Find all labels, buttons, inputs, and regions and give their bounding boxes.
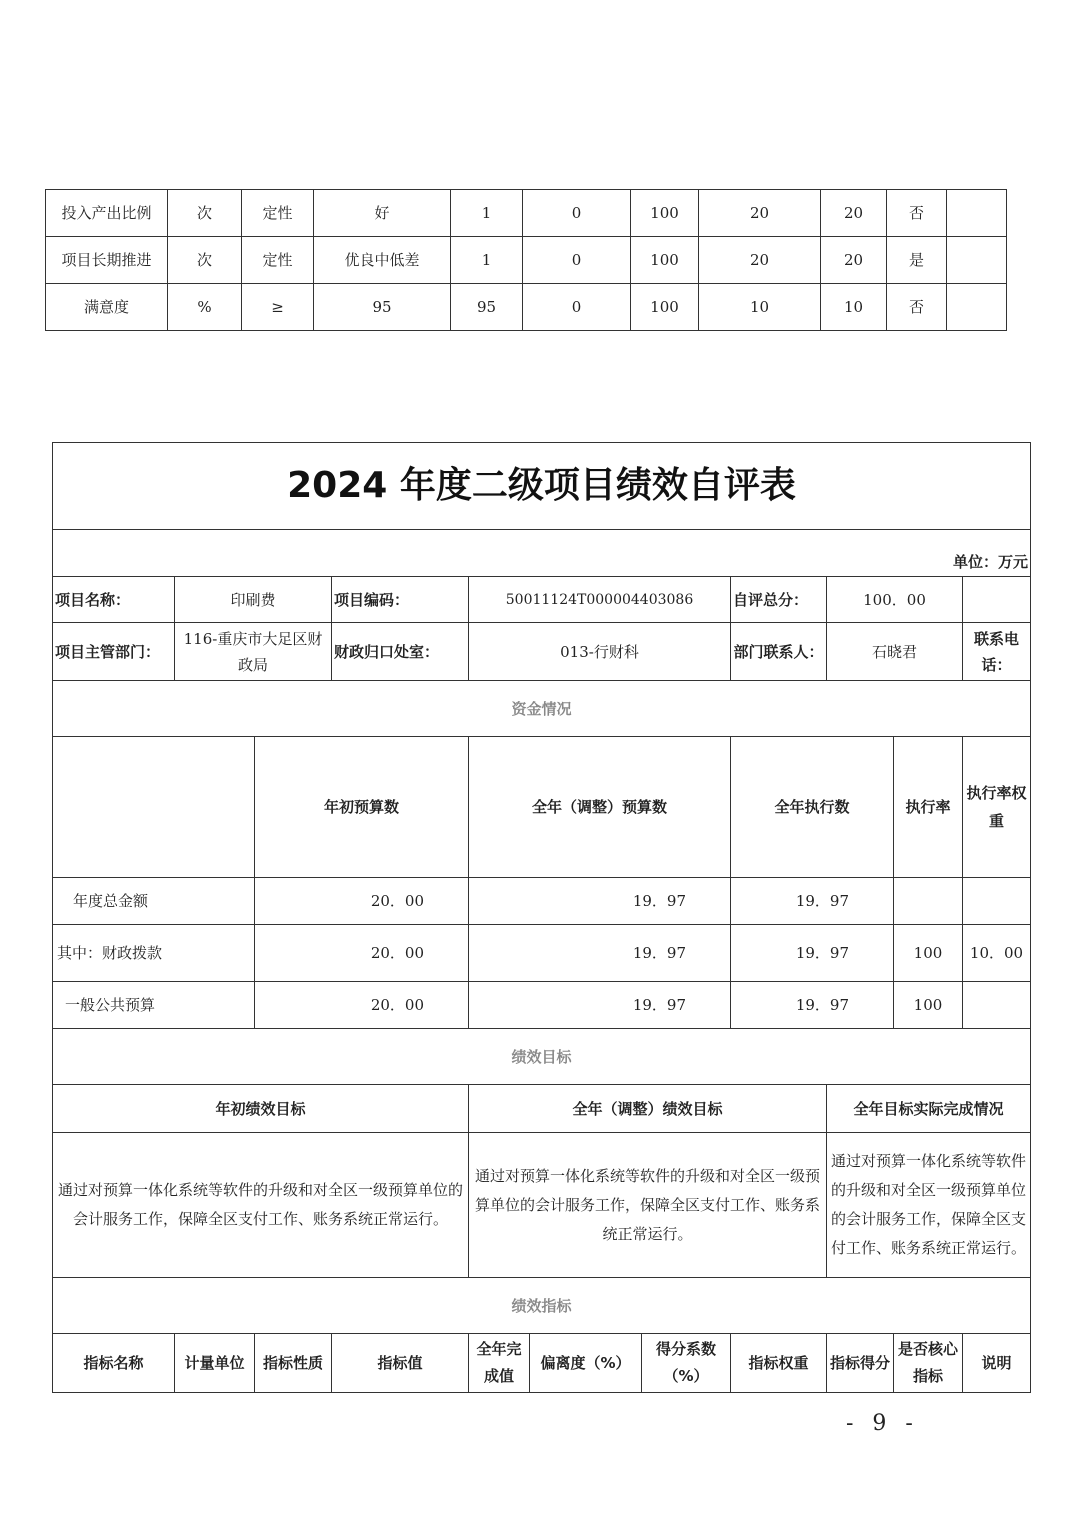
funds-executed: 19．97 (731, 878, 894, 925)
funds-executed: 19．97 (731, 982, 894, 1029)
funds-exec-weight: 10．00 (963, 925, 1031, 982)
cell-is-core: 是 (887, 237, 947, 284)
cell-note (947, 190, 1007, 237)
funds-header-blank (53, 737, 255, 878)
cell-unit: 次 (168, 190, 242, 237)
project-name-label: 项目名称： (53, 577, 175, 623)
funds-exec-weight (963, 982, 1031, 1029)
office-value: 013-行财科 (469, 623, 731, 681)
cell-score: 20 (821, 190, 887, 237)
score-label: 自评总分： (731, 577, 827, 623)
cell-weight: 20 (699, 237, 821, 284)
project-name-value: 印刷费 (175, 577, 332, 623)
ind-header-core: 是否核心指标 (894, 1334, 963, 1393)
cell-indicator-name: 项目长期推进 (46, 237, 168, 284)
cell-completed-value: 1 (451, 190, 523, 237)
dept-label: 项目主管部门： (53, 623, 175, 681)
funds-initial-budget: 20．00 (255, 878, 469, 925)
cell-deviation: 0 (523, 190, 631, 237)
office-label: 财政归口处室： (332, 623, 469, 681)
unit-label: 单位：万元 (53, 530, 1031, 577)
cell-unit: 次 (168, 237, 242, 284)
page-title: 2024 年度二级项目绩效自评表 (53, 443, 1031, 530)
funds-exec-rate: 100 (894, 925, 963, 982)
cell-note (947, 237, 1007, 284)
funds-section-title: 资金情况 (53, 681, 1031, 737)
ind-header-score: 指标得分 (827, 1334, 894, 1393)
cell-score-coefficient: 100 (631, 237, 699, 284)
cell-completed-value: 1 (451, 237, 523, 284)
funds-adjusted-budget: 19．97 (469, 878, 731, 925)
ind-header-nature: 指标性质 (255, 1334, 332, 1393)
funds-row-label: 年度总金额 (53, 878, 255, 925)
cell-is-core: 否 (887, 284, 947, 331)
funds-adjusted-budget: 19．97 (469, 982, 731, 1029)
goal-adjusted-text: 通过对预算一体化系统等软件的升级和对全区一级预算单位的会计服务工作，保障全区支付工作、账务系统正常运行。 (469, 1133, 827, 1278)
ind-header-completed: 全年完成值 (469, 1334, 530, 1393)
cell-indicator-name: 满意度 (46, 284, 168, 331)
funds-row-label: 其中：财政拨款 (53, 925, 255, 982)
cell-indicator-name: 投入产出比例 (46, 190, 168, 237)
funds-row-label: 一般公共预算 (53, 982, 255, 1029)
goal-initial-text: 通过对预算一体化系统等软件的升级和对全区一级预算单位的会计服务工作，保障全区支付工作、账务系统正常运行。 (53, 1133, 469, 1278)
contact-value: 石晓君 (827, 623, 963, 681)
cell-indicator-value: 优良中低差 (314, 237, 451, 284)
cell-indicator-value: 95 (314, 284, 451, 331)
phone-label: 联系电话： (963, 623, 1031, 681)
project-code-value: 50011124T000004403086 (469, 577, 731, 623)
goals-header-actual: 全年目标实际完成情况 (827, 1085, 1031, 1133)
goals-section-title: 绩效目标 (53, 1029, 1031, 1085)
self-evaluation-table (52, 442, 1031, 1393)
cell-indicator-value: 好 (314, 190, 451, 237)
cell-score-coefficient: 100 (631, 190, 699, 237)
table-row (46, 190, 1007, 237)
cell-note (947, 284, 1007, 331)
ind-header-coefficient: 得分系数（%） (642, 1334, 731, 1393)
cell-unit: % (168, 284, 242, 331)
ind-header-value: 指标值 (332, 1334, 469, 1393)
cell-nature: 定性 (242, 237, 314, 284)
funds-exec-weight (963, 878, 1031, 925)
table-row (53, 982, 1031, 1029)
funds-exec-rate: 100 (894, 982, 963, 1029)
funds-header-exec-weight: 执行率权重 (963, 737, 1031, 878)
goals-header-initial: 年初绩效目标 (53, 1085, 469, 1133)
cell-score: 20 (821, 237, 887, 284)
cell-deviation: 0 (523, 284, 631, 331)
indicators-section-title: 绩效指标 (53, 1278, 1031, 1334)
funds-initial-budget: 20．00 (255, 925, 469, 982)
cell-deviation: 0 (523, 237, 631, 284)
cell-score-coefficient: 100 (631, 284, 699, 331)
funds-header-exec-rate: 执行率 (894, 737, 963, 878)
contact-label: 部门联系人： (731, 623, 827, 681)
funds-adjusted-budget: 19．97 (469, 925, 731, 982)
ind-header-note: 说明 (963, 1334, 1031, 1393)
ind-header-deviation: 偏离度（%） (530, 1334, 642, 1393)
funds-executed: 19．97 (731, 925, 894, 982)
ind-header-name: 指标名称 (53, 1334, 175, 1393)
cell-completed-value: 95 (451, 284, 523, 331)
page-number: - 9 - (846, 1411, 919, 1436)
cell-score: 10 (821, 284, 887, 331)
funds-initial-budget: 20．00 (255, 982, 469, 1029)
cell-is-core: 否 (887, 190, 947, 237)
funds-exec-rate (894, 878, 963, 925)
funds-header-adjusted-budget: 全年（调整）预算数 (469, 737, 731, 878)
ind-header-weight: 指标权重 (731, 1334, 827, 1393)
indicator-table-continued (45, 189, 1007, 331)
goals-header-adjusted: 全年（调整）绩效目标 (469, 1085, 827, 1133)
table-row (53, 925, 1031, 982)
score-value: 100．00 (827, 577, 963, 623)
ind-header-unit: 计量单位 (175, 1334, 255, 1393)
funds-header-executed: 全年执行数 (731, 737, 894, 878)
funds-header-initial-budget: 年初预算数 (255, 737, 469, 878)
cell-nature: 定性 (242, 190, 314, 237)
cell-weight: 10 (699, 284, 821, 331)
empty-cell (963, 577, 1031, 623)
goal-actual-text: 通过对预算一体化系统等软件的升级和对全区一级预算单位的会计服务工作，保障全区支付工作、账务系统正常运行。 (827, 1133, 1031, 1278)
project-code-label: 项目编码： (332, 577, 469, 623)
table-row (53, 878, 1031, 925)
dept-value: 116-重庆市大足区财政局 (175, 623, 332, 681)
cell-weight: 20 (699, 190, 821, 237)
cell-nature: ≥ (242, 284, 314, 331)
table-row (46, 284, 1007, 331)
table-row (46, 237, 1007, 284)
